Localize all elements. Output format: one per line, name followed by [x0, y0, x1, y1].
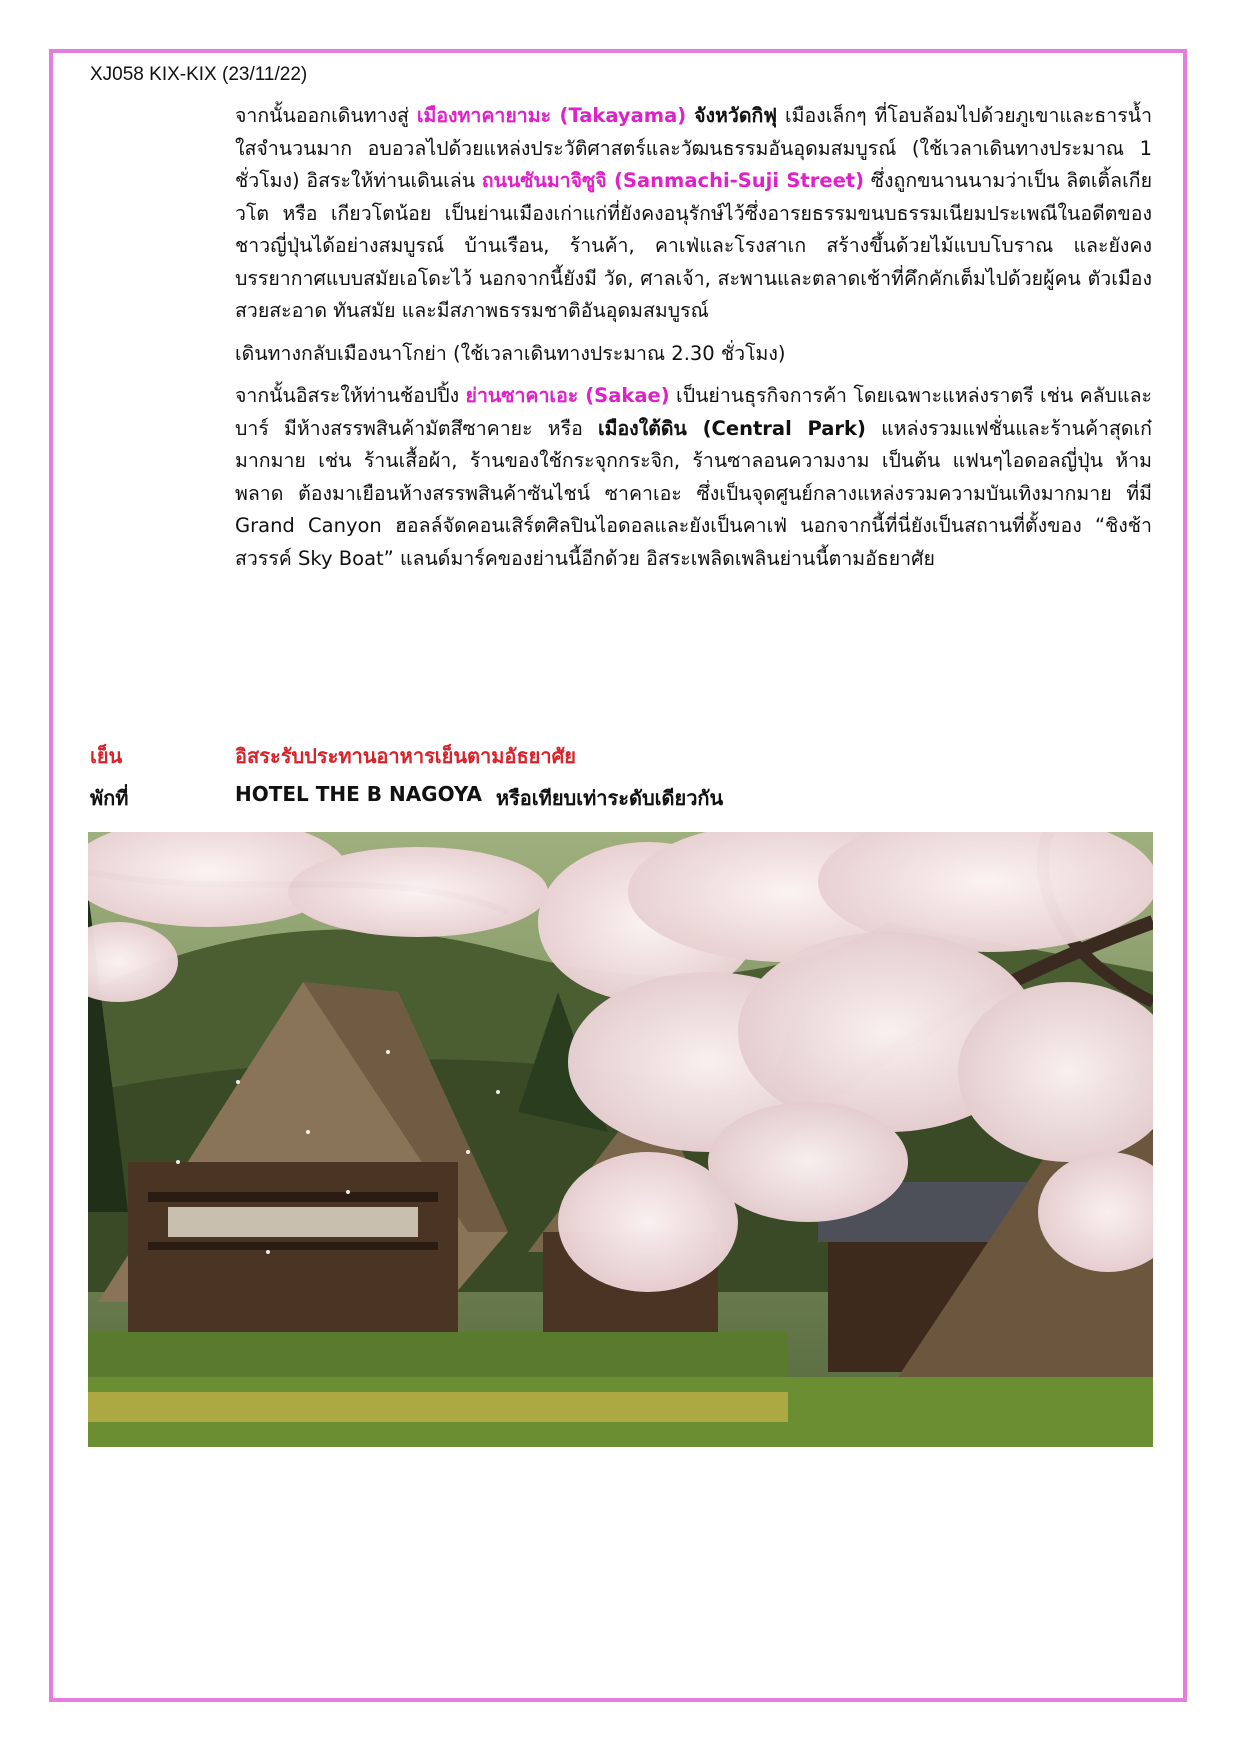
- highlight-sanmachi: ถนนซันมาจิซูจิ (Sanmachi-Suji Street): [481, 169, 865, 192]
- gassho-village-illustration: [88, 832, 1153, 1447]
- text-segment: [686, 104, 694, 127]
- hotel-row: [90, 782, 723, 814]
- text-segment: จากนั้นอิสระให้ท่านช้อปปิ้ง: [235, 384, 466, 407]
- highlight-takayama: เมืองทาคายามะ (Takayama): [416, 104, 687, 127]
- text-segment: ซึ่งถูกขนานนามว่าเป็น ลิตเติ้ลเกียวโต หรือ เกียวโตน้อย เป็นย่านเมืองเก่าแก่ที่ยังคงอนุรักษ์ไว้ซึ่งอารยธรรมขนบธรรมเนียมประเพณีในอดีตของชาวญี่ปุ่นได้อย่างสมบูรณ์ บ้านเรือน, ร้านค้า, คาเฟ่และโรงสาเก สร้างขึ้นด้วยไม้แบบโบราณ และยังคงบรรยากาศแบบสมัยเอโดะไว้ นอกจากนี้ยังมี วัด, ศาลเจ้า, สะพานและตลาดเช้าที่คึกคักเต็มไปด้วยผู้คน ตัวเมืองสวยสะอาด ทันสมัย และมีสภาพธรรมชาติอันอุดมสมบูรณ์: [235, 169, 1153, 322]
- itinerary-text: [235, 100, 1152, 585]
- bold-gifu: จังหวัดกิฟุ: [694, 104, 778, 127]
- paragraph-takayama: [235, 100, 1152, 328]
- hotel-note: หรือเทียบเท่าระดับเดียวกัน: [481, 786, 724, 810]
- dinner-row: [90, 740, 576, 772]
- hotel-name: HOTEL THE B NAGOYA: [235, 782, 482, 806]
- bold-central-park: เมืองใต้ดิน (Central Park): [597, 416, 866, 440]
- dinner-text: อิสระรับประทานอาหารเย็นตามอัธยาศัย: [235, 744, 577, 768]
- text-segment: เป็นย่านธุรกิจการค้า โดยเฉพาะแหล่งราตรี เช่น คลับและบาร์ มีห้างสรรพสินค้ามัตสึซาคายะ หรือ: [235, 384, 1152, 440]
- document-code: XJ058 KIX-KIX (23/11/22): [90, 64, 308, 85]
- text-segment: แหล่งรวมแฟชั่นและร้านค้าสุดเก๋มากมาย เช่น ร้านเสื้อผ้า, ร้านของใช้กระจุกกระจิก, ร้านซาลอนความงาม เป็นต้น แฟนๆไอดอลญี่ปุ่น ห้ามพลาด ต้องมาเยือนห้างสรรพสินค้าซันไชน์ ซาคาเอะ ซึ่งเป็นจุดศูนย์กลางแหล่งรวมความบันเทิงมากมาย ที่มี Grand Canyon ฮอลล์จัดคอนเสิร์ตศิลปินไอดอลและยังเป็นคาเฟ่ นอกจากนี้ที่นี่ยังเป็นสถานที่ตั้งของ “ชิงช้าสวรรค์ Sky Boat” แลนด์มาร์คของย่านนี้อีกด้วย อิสระเพลิดเพลินย่านนี้ตามอัธยาศัย: [235, 416, 1152, 570]
- text-segment: จากนั้นออกเดินทางสู่: [235, 104, 417, 127]
- dinner-label: เย็น: [90, 744, 123, 768]
- paragraph-return-nagoya: เดินทางกลับเมืองนาโกย่า (ใช้เวลาเดินทางประมาณ 2.30 ชั่วโมง): [235, 341, 786, 365]
- highlight-sakae: ย่านซาคาเอะ (Sakae): [465, 384, 670, 407]
- text-segment: เมืองเล็กๆ ที่โอบล้อมไปด้วยภูเขาและธารน้ำใสจำนวนมาก อบอวลไปด้วยแหล่งประวัติศาสตร์และวัฒนธรรมอันอุดมสมบูรณ์ (ใช้เวลาเดินทางประมาณ 1 ชั่วโมง) อิสระให้ท่านเดินเล่น: [235, 104, 1153, 192]
- village-photo: [88, 832, 1153, 1447]
- paragraph-sakae: [235, 380, 1152, 575]
- hotel-label: พักที่: [90, 786, 129, 810]
